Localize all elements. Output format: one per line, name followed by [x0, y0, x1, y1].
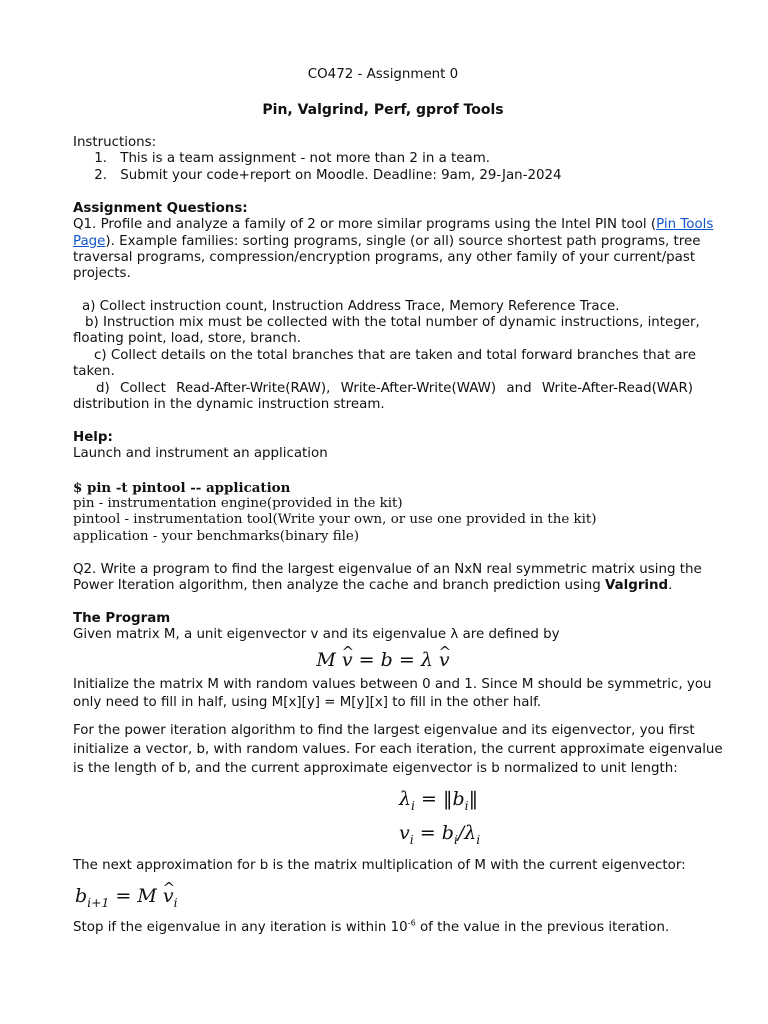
help-text: Launch and instrument an application: [73, 446, 328, 461]
eq-matrix-m: M: [316, 649, 336, 671]
eq-lambda-i: λ: [399, 788, 412, 810]
assignment-questions-heading: Assignment Questions:: [73, 201, 248, 216]
stop-text: Stop if the eigenvalue in any iteration is within 10: [73, 920, 408, 935]
list-number: 1.: [94, 151, 107, 166]
eq-vector-v-hat: ^ v: [163, 884, 174, 908]
q1-part-a: a) Collect instruction count, Instruction Address Trace, Memory Reference Trace.: [82, 299, 620, 314]
q2-text-end: .: [668, 578, 673, 593]
eq-equals-m: = M: [115, 885, 157, 907]
instructions-heading: Instructions:: [73, 135, 157, 150]
valgrind-text: Valgrind: [604, 578, 669, 593]
eq-lambda: λ: [420, 649, 433, 671]
equation-eigen-definition: [73, 648, 693, 672]
eq-divide-lambda: /λ: [457, 822, 477, 844]
instruction-item-2: [71, 168, 691, 185]
pin-tools-page-link[interactable]: Page: [73, 234, 106, 249]
q1-line-3: traversal programs, compression/encryption programs, any other family of your current/past: [73, 250, 696, 265]
page-title: Pin, Valgrind, Perf, gprof Tools: [262, 102, 504, 118]
equation-v-i: [399, 821, 559, 845]
pin-command: $ pin -t pintool -- application: [73, 480, 291, 496]
eq-sub-i-2: i: [453, 832, 458, 847]
q2-text: Power Iteration algorithm, then analyze the cache and branch prediction using: [73, 578, 605, 593]
eq-sub-i-plus-1: i+1: [87, 895, 110, 910]
stop-exponent: -6: [407, 918, 416, 928]
equation-lambda-i: [399, 787, 559, 811]
q1-part-d-line-1: d) Collect Read-After-Write(RAW), Write-After-Write(WAW) and Write-After-Read(WAR): [96, 381, 693, 396]
course-title: CO472 - Assignment 0: [307, 67, 459, 82]
init-line-1: Initialize the matrix M with random values between 0 and 1. Since M should be symmetric, you: [73, 677, 712, 692]
pin-tools-link[interactable]: Pin Tools: [656, 217, 714, 232]
list-number: 2.: [94, 168, 107, 183]
list-text: This is a team assignment - not more than 2 in a team.: [120, 151, 491, 166]
q1-part-c-line-1: c) Collect details on the total branches that are taken and total forward branches that are: [94, 348, 696, 363]
init-line-2: only need to fill in half, using M[x][y] = M[y][x] to fill in the other half.: [73, 695, 542, 710]
power-line-1: For the power iteration algorithm to find the largest eigenvalue and its eigenvector, you first: [73, 723, 695, 738]
equation-b-next: [75, 884, 695, 908]
q2-line-2: [73, 578, 693, 595]
eq-vector-v-hat: ^ v: [342, 648, 353, 672]
instruction-item-1: [71, 151, 691, 168]
q1-part-b-line-2: floating point, load, store, branch.: [73, 331, 302, 346]
stop-text-end: of the value in the previous iteration.: [415, 920, 670, 935]
q1-text: Q1. Profile and analyze a family of 2 or more similar programs using the Intel PIN tool (: [73, 217, 657, 232]
eq-sub-i-3: i: [476, 832, 481, 847]
stop-condition-text: [73, 920, 693, 937]
pin-description: pin - instrumentation engine(provided in the kit): [73, 496, 403, 511]
q2-line-1: Q2. Write a program to find the largest eigenvalue of an NxN real symmetric matrix using the: [73, 562, 702, 577]
q1-part-b-line-1: b) Instruction mix must be collected with the total number of dynamic instructions, integer,: [85, 315, 700, 330]
q1-part-c-line-2: taken.: [73, 364, 115, 379]
next-approximation-text: The next approximation for b is the matrix multiplication of M with the current eigenvector:: [73, 858, 686, 873]
eq-norm-close: ‖: [468, 788, 479, 810]
eq-b: = b: [419, 822, 454, 844]
pintool-description: pintool - instrumentation tool(Write your own, or use one provided in the kit): [73, 512, 597, 527]
eq-norm-b: = ‖b: [421, 788, 465, 810]
application-description: application - your benchmarks(binary file): [73, 529, 360, 544]
power-line-3: is the length of b, and the current approximate eigenvector is b normalized to unit length:: [73, 761, 678, 776]
eq-sub-i: i: [173, 895, 178, 910]
power-line-2: initialize a vector, b, with random values. For each iteration, the current approximate eigenvalue: [73, 742, 723, 757]
eq-vector-v-hat-2: ^ v: [439, 648, 450, 672]
q1-line-2: [73, 234, 701, 251]
q1-text: ). Example families: sorting programs, single (or all) source shortest path programs, tree: [105, 234, 701, 249]
eq-vector-b: b: [380, 649, 393, 671]
program-heading: The Program: [73, 611, 171, 626]
help-heading: Help:: [73, 430, 113, 445]
eq-equals: =: [358, 649, 375, 671]
eq-b: b: [75, 885, 88, 907]
q1-line-4: projects.: [73, 266, 131, 281]
q1-line-1: [73, 217, 714, 234]
eq-equals-2: =: [398, 649, 415, 671]
program-intro: Given matrix M, a unit eigenvector v and its eigenvalue λ are defined by: [73, 627, 560, 642]
eq-sub-i-2: i: [464, 798, 469, 813]
list-text: Submit your code+report on Moodle. Deadline: 9am, 29-Jan-2024: [120, 168, 562, 183]
q1-part-d-line-2: distribution in the dynamic instruction stream.: [73, 397, 385, 412]
eq-v-i: v: [399, 822, 410, 844]
eq-sub-i: i: [411, 798, 415, 813]
eq-sub-i: i: [409, 832, 414, 847]
